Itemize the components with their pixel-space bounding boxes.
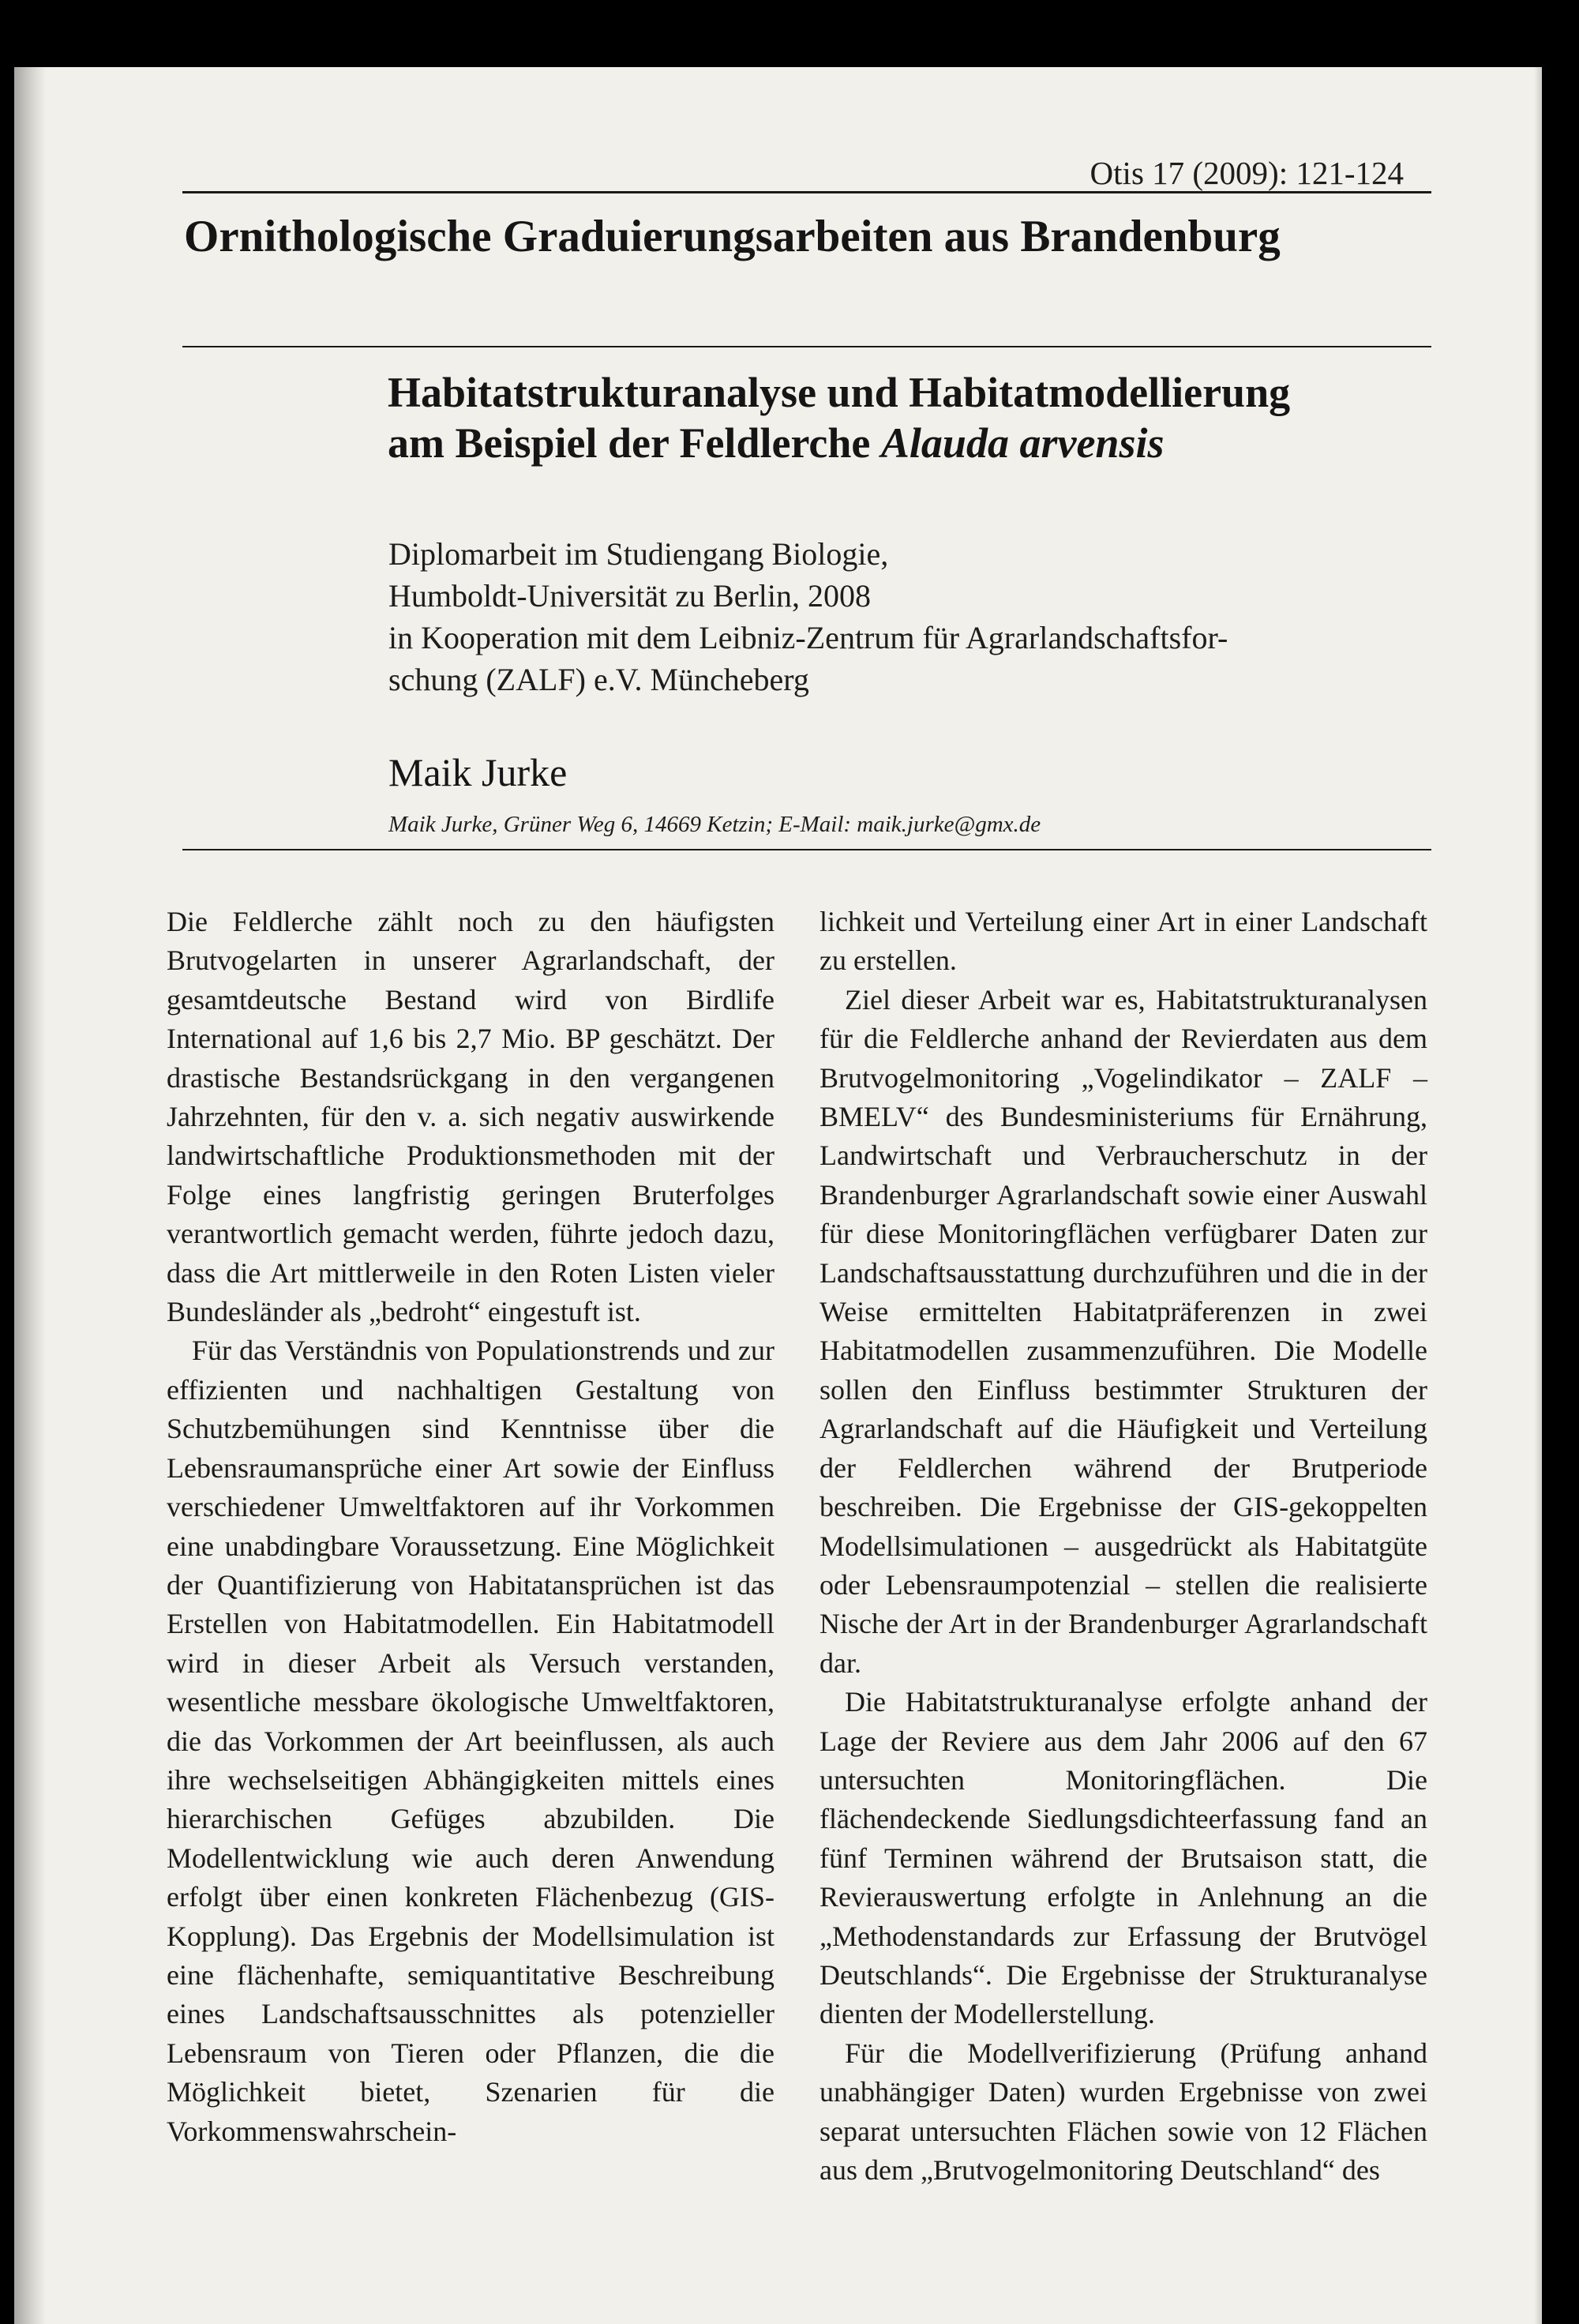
author-address: Maik Jurke, Grüner Weg 6, 14669 Ketzin; E-Mail: maik.jurke@gmx.de (388, 812, 1041, 837)
body-paragraph: Die Habitatstrukturanalyse erfolgte anhand der Lage der Reviere aus dem Jahr 2006 auf den 67 untersuchten Monitoringflächen. Die flächendeckende Siedlungsdichteerfassung fand an fünf Terminen während der Brutsaison statt, die Revierauswertung erfolgte in Anlehnung an die „Methodenstandards zur Erfassung der Brutvögel Deutschlands“. Die Ergebnisse der Strukturanalyse dienten der Modellerstellung. (820, 1686, 1427, 2030)
article-title (388, 367, 1438, 468)
body-paragraph: lichkeit und Verteilung einer Art in einer Landschaft zu erstellen. (820, 906, 1427, 977)
body-paragraph: Für das Verständnis von Populationstrends und zur effizienten und nachhaltigen Gestaltung von Schutzbemühungen sind Kenntnisse über die Lebensraumansprüche einer Art sowie der Einfluss verschiedener Umweltfaktoren auf ihr Vorkommen eine unabdingbare Voraussetzung. Eine Möglichkeit der Quantifizierung von Habitatansprüchen ist das Erstellen von Habitatmodellen. Ein Habitatmodell wird in dieser Arbeit als Versuch verstanden, wesentliche messbare ökologische Umweltfaktoren, die das Vorkommen der Art beeinflussen, als auch ihre wechselseitigen Abhängigkeiten mittels eines hierarchischen Gefüges abzubilden. Die Modellentwicklung wie auch deren Anwendung erfolgt über einen konkreten Flächenbezug (GIS-Kopplung). Das Ergebnis der Modellsimulation ist eine flächenhafte, semiquantitative Beschreibung eines Landschaftsausschnittes als potenzieller Lebensraum von Tieren oder Pflanzen, die die Möglichkeit bietet, Szenarien für die Vorkommenswahrschein- (167, 1335, 774, 2147)
body-paragraph: Ziel dieser Arbeit war es, Habitatstrukturanalysen für die Feldlerche anhand der Revierdaten aus dem Brutvogelmonitoring „Vogelindikator – ZALF – BMELV“ des Bundesministeriums für Ernährung, Landwirtschaft und Verbraucherschutz in der Brandenburger Agrarlandschaft sowie einer Auswahl für diese Monitoringflächen verfügbarer Daten zur Landschaftsausstattung durchzuführen und die in der Weise ermittelten Habitatpräferenzen in zwei Habitatmodellen zusammenzuführen. Die Modelle sollen den Einfluss bestimmter Strukturen der Agrarlandschaft auf die Häufigkeit und Verteilung der Feldlerchen während der Brutperiode beschreiben. Die Ergebnisse der GIS-gekoppelten Modellsimulationen – ausgedrückt als Habitatgüte oder Lebensraumpotenzial – stellen die realisierte Nische der Art in der Brandenburger Agrarlandschaft dar. (820, 983, 1427, 1679)
header-rule (182, 191, 1431, 193)
thesis-line: schung (ZALF) e.V. Müncheberg (388, 662, 809, 697)
page-gutter-shadow (14, 67, 46, 2324)
thesis-line: Diplomarbeit im Studiengang Biologie, (388, 536, 889, 572)
author-name: Maik Jurke (388, 750, 568, 794)
series-title: Ornithologische Graduierungsarbeiten aus Brandenburg (184, 212, 1281, 261)
body-column-right (820, 903, 1427, 2190)
page-edge (1534, 67, 1542, 2324)
article-title-line-1: Habitatstrukturanalyse und Habitatmodellierung (388, 369, 1291, 416)
article-title-line-2 (388, 418, 1438, 468)
thesis-info (388, 533, 1431, 700)
article-title-prefix: am Beispiel der Feldlerche (388, 419, 881, 467)
address-rule (182, 849, 1431, 850)
body-paragraph: Die Feldlerche zählt noch zu den häufigsten Brutvogelarten in unserer Agrarlandschaft, der gesamtdeutsche Bestand wird von Birdlife International auf 1,6 bis 2,7 Mio. BP geschätzt. Der drastische Bestandsrückgang in den vergangenen Jahrzehnten, für den v. a. sich negativ auswirkende landwirtschaftliche Produktionsmethoden mit der Folge eines langfristig geringen Bruterfolges verantwortlich gemacht werden, führte jedoch dazu, dass die Art mittlerweile in den Roten Listen vieler Bundesländer als „bedroht“ eingestuft ist. (167, 906, 774, 1328)
body-column-left (167, 903, 774, 2151)
journal-reference: Otis 17 (2009): 121-124 (1090, 155, 1404, 191)
body-paragraph: Für die Modellverifizierung (Prüfung anhand unabhängiger Daten) wurden Ergebnisse von zwei separat untersuchten Flächen sowie von 12 Flächen aus dem „Brutvogelmonitoring Deutschland“ des (820, 2037, 1427, 2186)
scanned-page (14, 67, 1542, 2324)
thesis-line: Humboldt-Universität zu Berlin, 2008 (388, 578, 872, 614)
thesis-line: in Kooperation mit dem Leibniz-Zentrum für Agrarlandschaftsfor- (388, 620, 1228, 655)
series-rule (182, 346, 1431, 347)
species-name: Alauda arvensis (880, 419, 1165, 467)
